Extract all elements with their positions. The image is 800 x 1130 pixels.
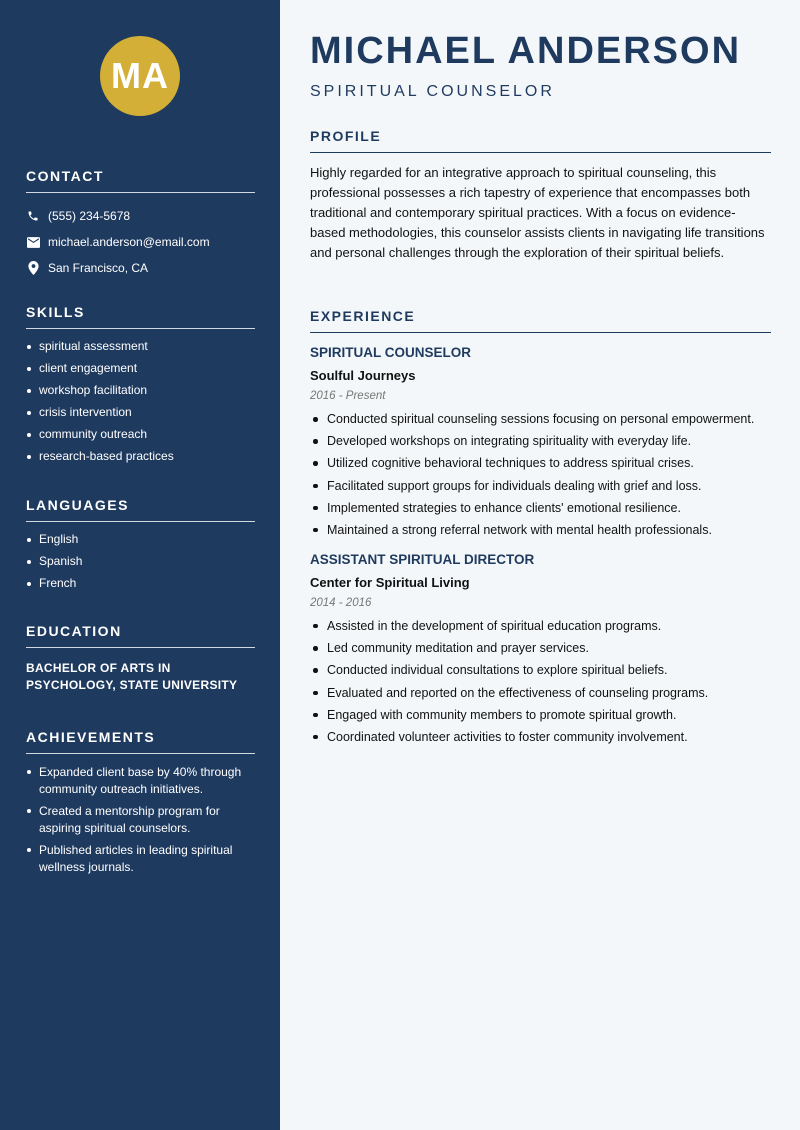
profile-section	[310, 128, 771, 263]
main-content	[280, 0, 800, 1130]
skill-item: crisis intervention	[26, 405, 255, 420]
sidebar	[0, 0, 280, 1130]
contact-item-phone	[26, 203, 255, 229]
phone-icon	[26, 209, 40, 223]
job-dates: 2014 - 2016	[310, 596, 372, 609]
job-company: Center for Spiritual Living	[310, 574, 470, 590]
achievement-item: Created a mentorship program for aspiring spiritual counselors.	[26, 803, 255, 837]
job-bullet: Engaged with community members to promote spiritual growth.	[310, 708, 771, 723]
job-bullet: Conducted spiritual counseling sessions focusing on personal empowerment.	[310, 412, 771, 427]
profile-text: Highly regarded for an integrative approach to spiritual counseling, this professional possesses a rich tapestry of experience that encompasses both traditional and contemporary spiritual practices. With a focus on evidence-based methodologies, this counselor assists clients in navigating life transitions and personal challenges through the exploration of their spiritual beliefs.	[310, 165, 765, 260]
profile-heading: PROFILE	[310, 128, 771, 153]
achievements-section	[26, 729, 255, 881]
language-item: English	[26, 532, 255, 547]
job-bullets	[310, 619, 771, 745]
job-bullet: Conducted individual consultations to explore spiritual beliefs.	[310, 663, 771, 678]
language-item: French	[26, 576, 255, 591]
job-bullets	[310, 412, 771, 538]
education-heading: EDUCATION	[26, 623, 255, 648]
achievement-item: Expanded client base by 40% through community outreach initiatives.	[26, 764, 255, 798]
skill-item: research-based practices	[26, 449, 255, 464]
contact-heading: CONTACT	[26, 168, 255, 193]
skills-heading: SKILLS	[26, 304, 255, 329]
location-icon	[26, 261, 40, 275]
candidate-name: MICHAEL ANDERSON	[310, 30, 742, 72]
languages-heading: LANGUAGES	[26, 497, 255, 522]
achievements-list	[26, 764, 255, 876]
phone-text[interactable]: (555) 234-5678	[48, 209, 131, 223]
contact-section	[26, 168, 255, 281]
experience-heading: EXPERIENCE	[310, 308, 771, 333]
location-text: San Francisco, CA	[48, 261, 149, 275]
skill-item: client engagement	[26, 361, 255, 376]
achievements-heading: ACHIEVEMENTS	[26, 729, 255, 754]
languages-list	[26, 532, 255, 591]
experience-section	[310, 308, 771, 752]
job-bullet: Maintained a strong referral network with mental health professionals.	[310, 523, 771, 538]
job-bullet: Facilitated support groups for individuals dealing with grief and loss.	[310, 479, 771, 494]
contact-item-location	[26, 255, 255, 281]
avatar: MA	[100, 36, 180, 116]
candidate-title: SPIRITUAL COUNSELOR	[310, 83, 555, 100]
skill-item: community outreach	[26, 427, 255, 442]
skills-list	[26, 339, 255, 464]
email-text[interactable]: michael.anderson@email.com	[48, 235, 210, 249]
job-dates: 2016 - Present	[310, 390, 386, 402]
education-degree: BACHELOR OF ARTS IN PSYCHOLOGY, STATE UNIVERSITY	[26, 661, 238, 692]
skills-section	[26, 304, 255, 471]
language-item: Spanish	[26, 554, 255, 569]
job-entry	[310, 552, 771, 745]
contact-item-email	[26, 229, 255, 255]
job-bullet: Assisted in the development of spiritual education programs.	[310, 619, 771, 634]
job-bullet: Implemented strategies to enhance clients' emotional resilience.	[310, 501, 771, 516]
contact-list	[26, 203, 255, 281]
email-icon	[26, 235, 40, 249]
education-section	[26, 623, 255, 694]
job-bullet: Utilized cognitive behavioral techniques to address spiritual crises.	[310, 456, 771, 471]
languages-section	[26, 497, 255, 598]
job-role: ASSISTANT SPIRITUAL DIRECTOR	[310, 551, 535, 567]
job-role: SPIRITUAL COUNSELOR	[310, 345, 472, 360]
job-company: Soulful Journeys	[310, 368, 416, 383]
skill-item: spiritual assessment	[26, 339, 255, 354]
job-bullet: Developed workshops on integrating spirituality with everyday life.	[310, 434, 771, 449]
job-bullet: Evaluated and reported on the effectiveness of counseling programs.	[310, 686, 771, 701]
skill-item: workshop facilitation	[26, 383, 255, 398]
job-entry	[310, 345, 771, 538]
job-bullet: Coordinated volunteer activities to foster community involvement.	[310, 730, 771, 745]
job-bullet: Led community meditation and prayer services.	[310, 641, 771, 656]
achievement-item: Published articles in leading spiritual wellness journals.	[26, 842, 255, 876]
